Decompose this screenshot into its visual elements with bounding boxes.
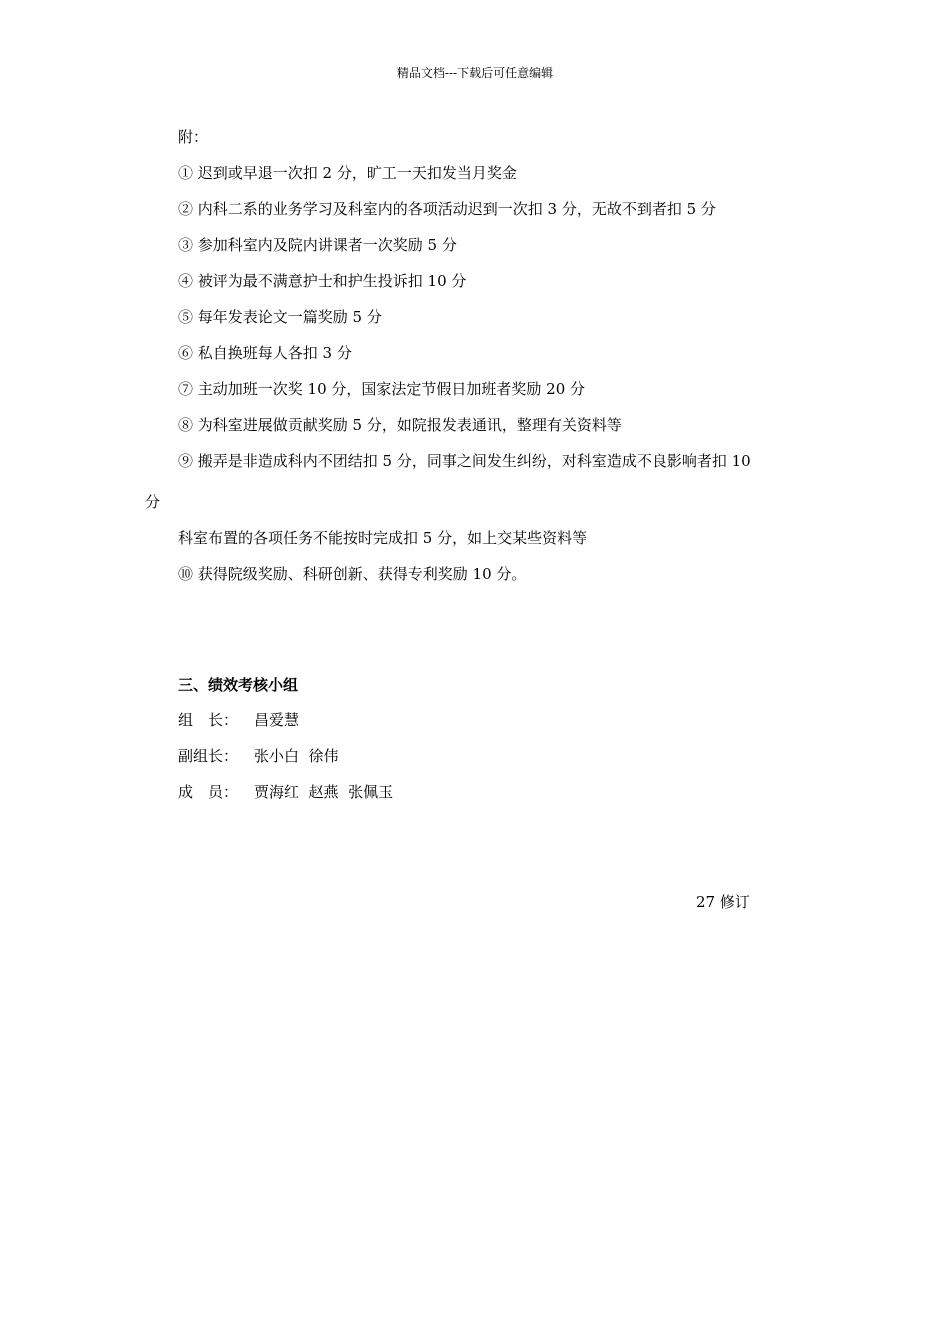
appendix-item-5: ⑤ 每年发表论文一篇奖励 5 分 (178, 308, 382, 326)
appendix-item-8: ⑧ 为科室进展做贡献奖励 5 分，如院报发表通讯，整理有关资料等 (178, 416, 622, 434)
revision-note: 27 修订 (696, 893, 750, 911)
appendix-item-10: ⑩ 获得院级奖励、科研创新、获得专利奖励 10 分。 (178, 565, 527, 583)
appendix-item-2: ② 内科二系的业务学习及科室内的各项活动迟到一次扣 3 分，无故不到者扣 5 分 (178, 200, 716, 218)
leader-value: 昌爱慧 (254, 711, 300, 729)
deputy-label: 副组长： (178, 747, 239, 765)
deputy-value: 张小白 徐伟 (254, 747, 339, 765)
appendix-item-4: ④ 被评为最不满意护士和护生投诉扣 10 分 (178, 272, 467, 290)
members-value: 贾海红 赵燕 张佩玉 (254, 783, 394, 801)
appendix-item-3: ③ 参加科室内及院内讲课者一次奖励 5 分 (178, 236, 457, 254)
appendix-item-9-continuation: 分 (145, 493, 161, 511)
appendix-item-9: ⑨ 搬弄是非造成科内不团结扣 5 分，同事之间发生纠纷，对科室造成不良影响者扣 10 (178, 452, 751, 470)
deputy-row (178, 746, 339, 766)
members-label: 成 员： (178, 783, 239, 801)
appendix-title: 附： (178, 128, 209, 146)
section-heading: 三、绩效考核小组 (178, 676, 299, 694)
members-row (178, 782, 393, 802)
appendix-item-7: ⑦ 主动加班一次奖 10 分，国家法定节假日加班者奖励 20 分 (178, 380, 586, 398)
leader-row (178, 710, 299, 730)
appendix-item-1: ① 迟到或早退一次扣 2 分，旷工一天扣发当月奖金 (178, 164, 517, 182)
leader-label: 组 长： (178, 711, 239, 729)
appendix-extra-line: 科室布置的各项任务不能按时完成扣 5 分，如上交某些资料等 (178, 529, 588, 547)
appendix-item-6: ⑥ 私自换班每人各扣 3 分 (178, 344, 352, 362)
page-header: 精品文档---下载后可任意编辑 (396, 66, 554, 80)
